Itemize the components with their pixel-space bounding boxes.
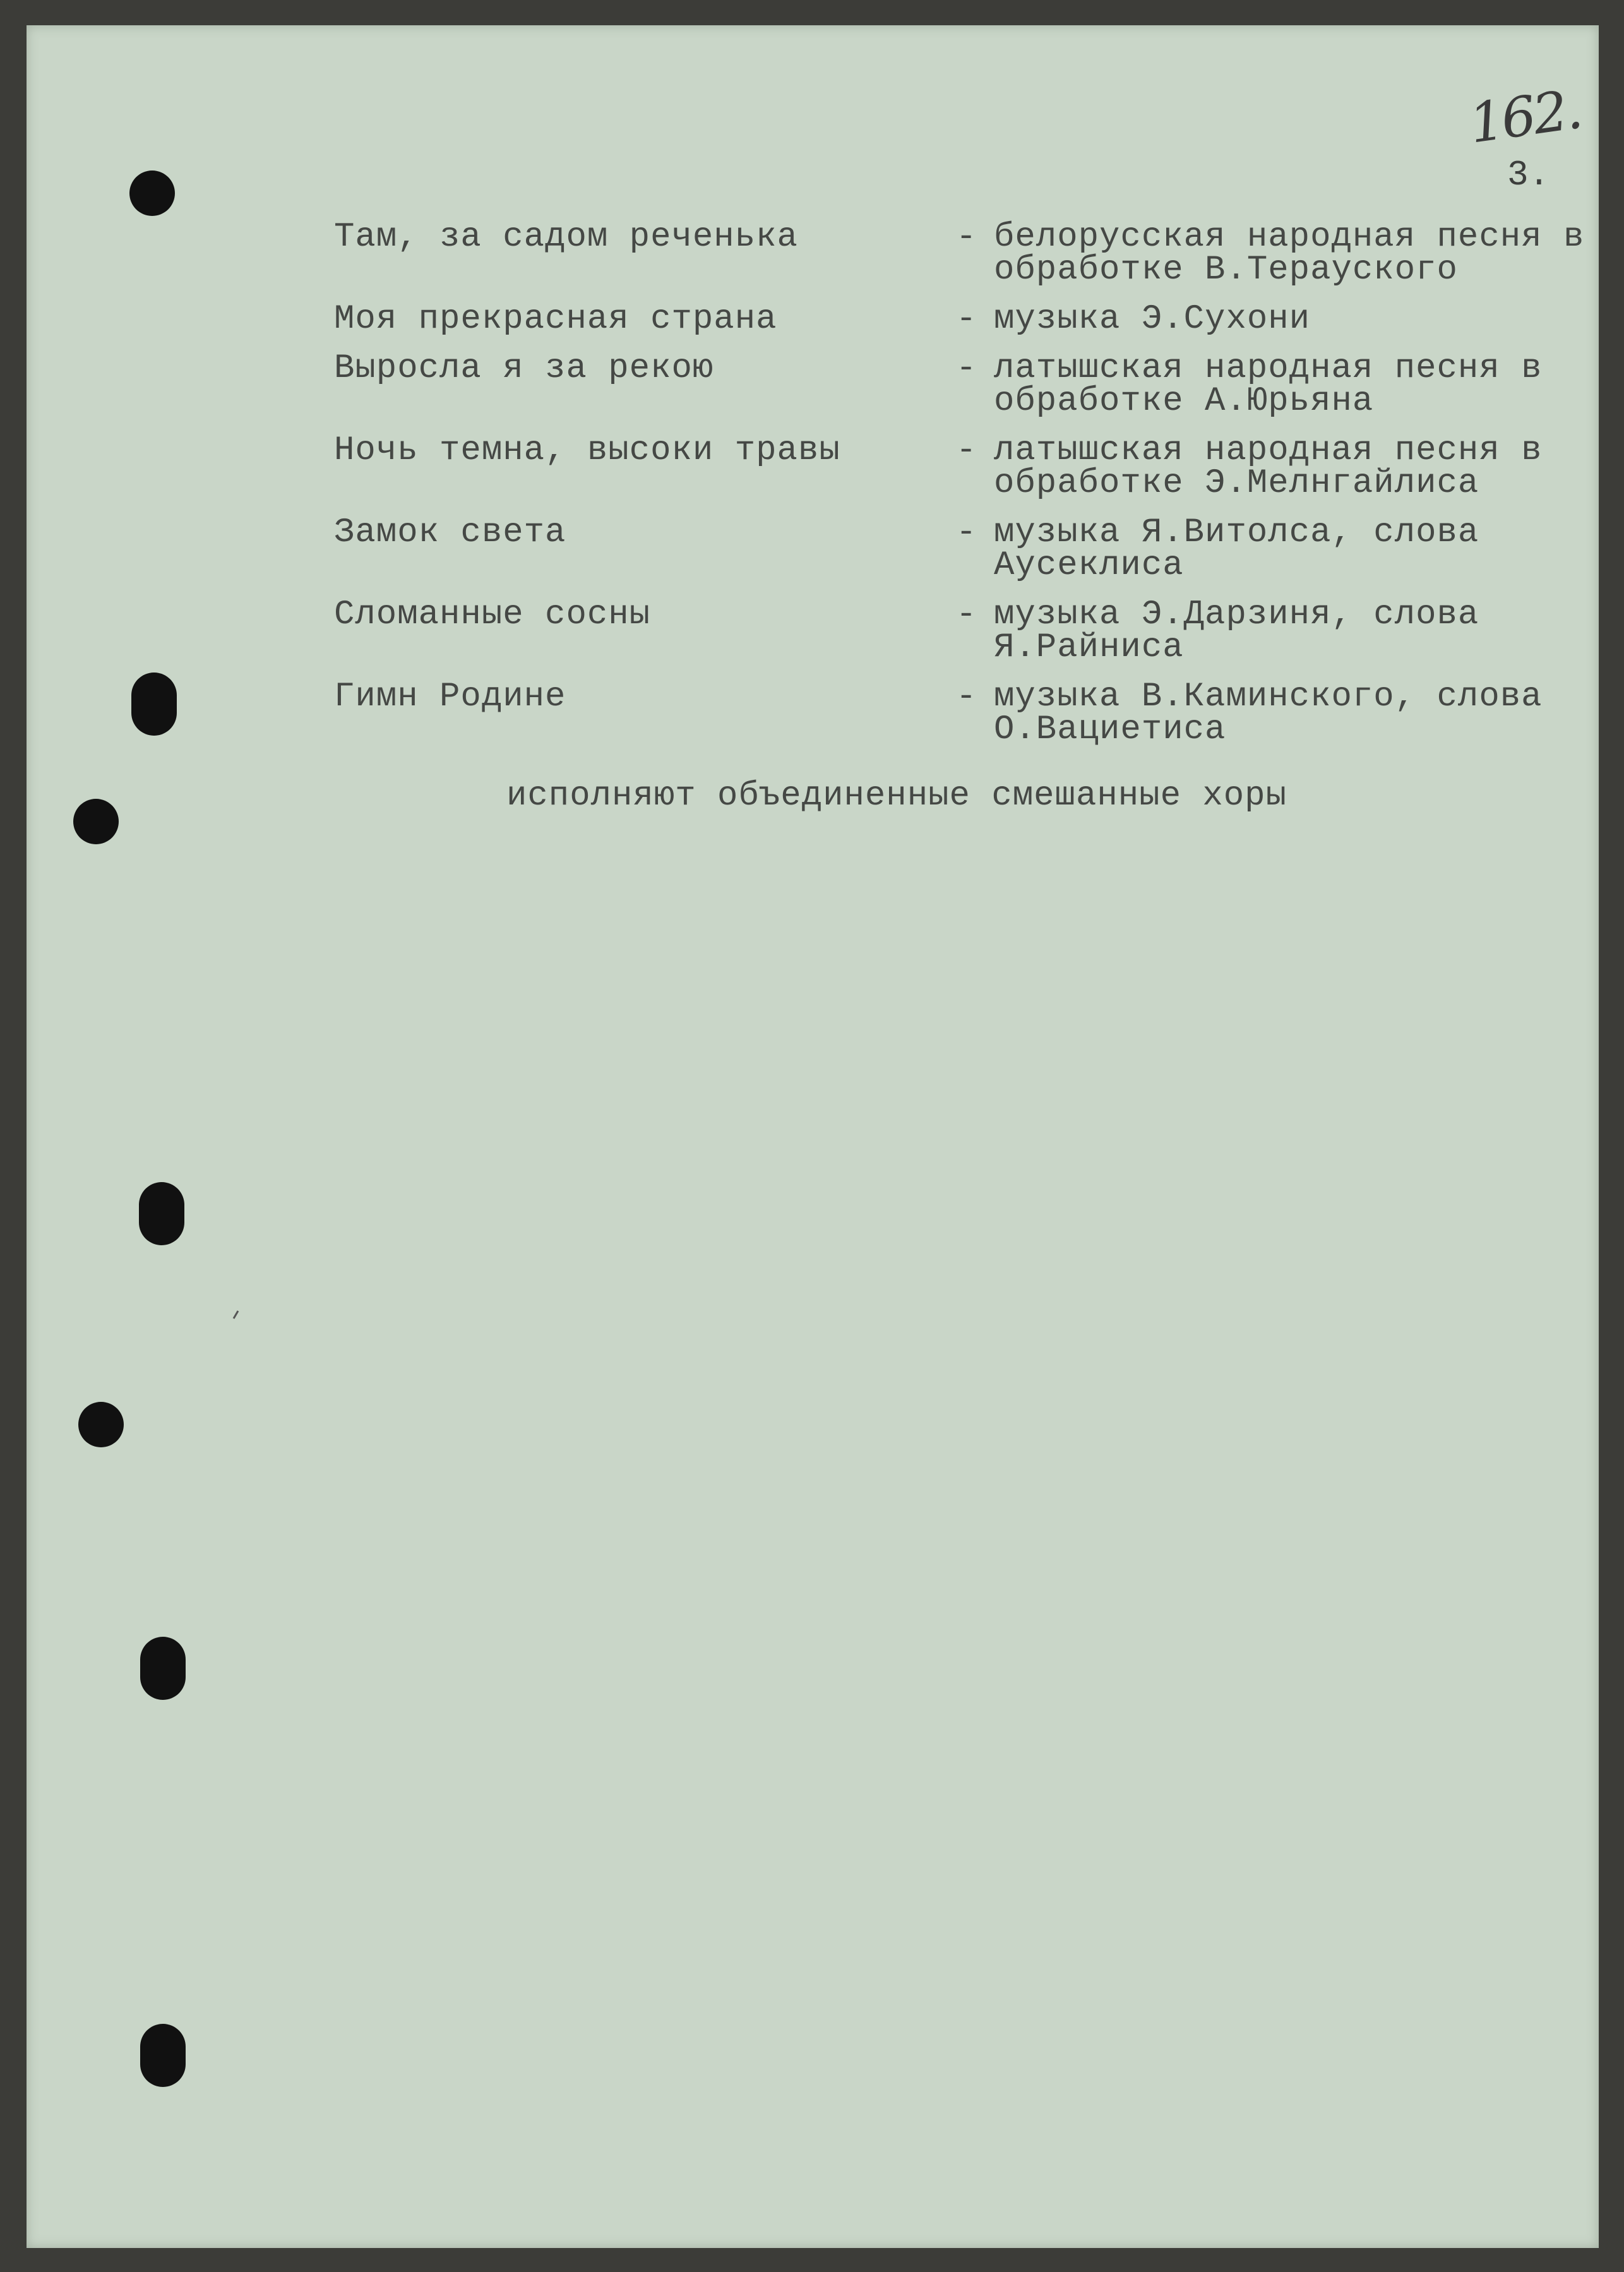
description-line: О.Вациетиса [994,710,1226,749]
program-item [334,513,1565,585]
song-title: Сломанные сосны [334,595,651,634]
performers-note: исполняют объединенные смешанные хоры [506,777,1287,815]
dash: - [956,300,977,338]
song-title: Моя прекрасная страна [334,300,777,338]
description-line: музыка Я.Витолса, слова [994,513,1479,552]
description-line: обработке В.Тераускогo [994,251,1458,289]
program-item [334,300,1565,338]
dash: - [956,218,977,256]
description-line: музыка Э.Сухони [994,300,1311,338]
program-item [334,595,1565,667]
punch-hole [73,799,119,844]
song-title: Там, за садом реченька [334,218,798,256]
dash: - [956,513,977,552]
punch-hole [78,1402,124,1447]
description-line: обработке А.Юрьяна [994,382,1374,421]
song-description [994,300,1562,338]
archive-number: 162. [1465,78,1584,156]
punch-hole [140,1637,186,1700]
program-item [334,349,1565,421]
song-description [994,218,1585,289]
punch-hole [139,1182,184,1245]
description-line: музыка В.Каминского, слова [994,678,1543,716]
dash: - [956,431,977,470]
dash: - [956,678,977,716]
document-page [27,25,1599,2248]
dash: - [956,595,977,634]
program-item [334,431,1565,503]
punch-hole [140,2024,186,2087]
punch-hole [131,673,177,736]
song-title: Замок света [334,513,566,552]
song-title: Гимн Родине [334,678,566,716]
description-line: музыка Э.Дарзиня, слова [994,595,1479,634]
song-description [994,595,1562,667]
song-title: Ночь темна, высоки травы [334,431,840,470]
description-line: Я.Райниса [994,628,1184,667]
song-description [994,678,1562,749]
song-title: Выросла я за рекою [334,349,714,388]
dash: - [956,349,977,388]
description-line: обработке Э.Мелнгайлиса [994,464,1479,503]
song-description [994,431,1562,503]
song-description [994,513,1562,585]
description-line: белорусская народная песня в [994,218,1585,256]
program-item [334,678,1565,749]
program-item [334,218,1585,289]
program-list [334,218,1585,763]
description-line: латышская народная песня в [994,431,1543,470]
song-description [994,349,1562,421]
page-number: 3. [1507,155,1550,195]
stray-mark [233,1310,239,1319]
description-line: Аусеклиса [994,546,1184,585]
description-line: латышская народная песня в [994,349,1543,388]
punch-hole [129,170,175,216]
